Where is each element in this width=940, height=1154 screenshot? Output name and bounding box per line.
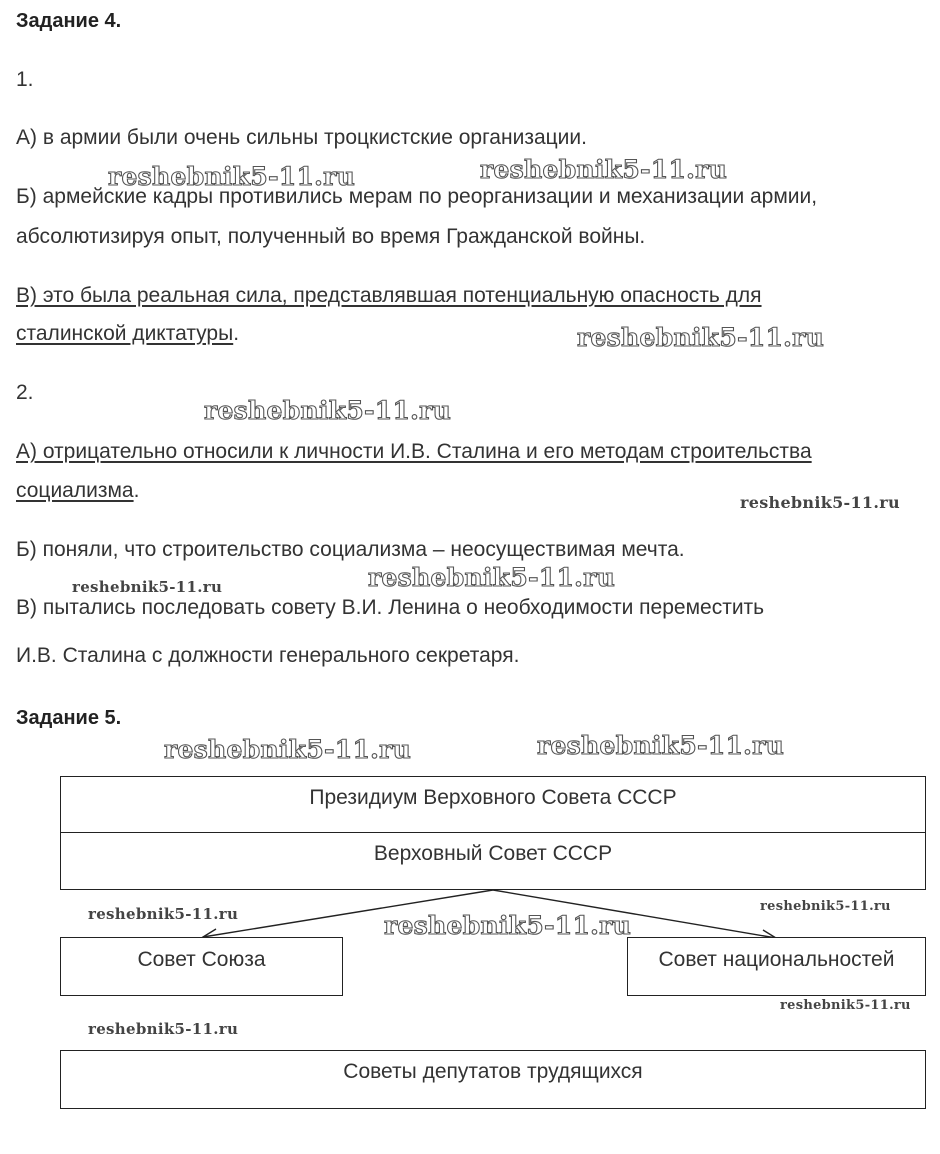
watermark: reshebnik5-11.ru	[164, 735, 412, 764]
q2-answer-b: Б) поняли, что строительство социализма – неосуществимая мечта.	[16, 538, 685, 561]
q1-answer-c-line1: В) это была реальная сила, представлявшая потенциальную опасность для	[16, 284, 762, 307]
q1-answer-c-line2: сталинской диктатуры	[16, 322, 234, 345]
watermark: reshebnik5-11.ru	[88, 1020, 239, 1038]
q1-answer-c-period: .	[233, 322, 240, 345]
question2-number: 2.	[16, 381, 34, 404]
watermark: reshebnik5-11.ru	[72, 578, 223, 596]
workers-deputies-box	[60, 1050, 926, 1109]
task4-title: Задание 4.	[16, 10, 122, 32]
question1-number: 1.	[16, 68, 34, 91]
soviet-nationalities-label: Совет национальностей	[658, 948, 895, 971]
soviet-nationalities-box	[627, 937, 926, 996]
q2-answer-c-line1: В) пытались последовать совету В.И. Ленина о необходимости переместить	[16, 596, 765, 619]
soviet-union-box	[60, 937, 343, 996]
q1-answer-b-line2: абсолютизируя опыт, полученный во время Гражданской войны.	[16, 225, 646, 248]
watermark: reshebnik5-11.ru	[760, 899, 891, 914]
watermark: reshebnik5-11.ru	[108, 162, 356, 191]
q2-answer-a-line2: социализма	[16, 479, 134, 502]
watermark: reshebnik5-11.ru	[740, 493, 900, 512]
watermark: reshebnik5-11.ru	[537, 731, 785, 760]
watermark: reshebnik5-11.ru	[480, 155, 728, 184]
supreme-soviet-label: Верховный Совет СССР	[373, 842, 613, 865]
watermark: reshebnik5-11.ru	[780, 998, 911, 1013]
watermark: reshebnik5-11.ru	[577, 323, 825, 352]
q1-answer-a: А) в армии были очень сильны троцкистские организации.	[16, 126, 587, 149]
q1-answer-b-line1: Б) армейские кадры противились мерам по реорганизации и механизации армии,	[16, 185, 818, 208]
task5-title: Задание 5.	[16, 707, 122, 729]
watermark: reshebnik5-11.ru	[88, 905, 239, 923]
watermark: reshebnik5-11.ru	[384, 911, 632, 940]
workers-deputies-label: Советы депутатов трудящихся	[343, 1060, 643, 1083]
watermark: reshebnik5-11.ru	[204, 396, 452, 425]
q2-answer-a-line1: А) отрицательно относили к личности И.В. Сталина и его методам строительства	[16, 440, 812, 463]
q2-answer-a-period: .	[133, 479, 140, 502]
soviet-union-label: Совет Союза	[137, 948, 266, 971]
watermark: reshebnik5-11.ru	[368, 563, 616, 592]
q2-answer-c-line2: И.В. Сталина с должности генерального секретаря.	[16, 644, 520, 667]
presidium-label: Президиум Верховного Совета СССР	[309, 786, 677, 809]
